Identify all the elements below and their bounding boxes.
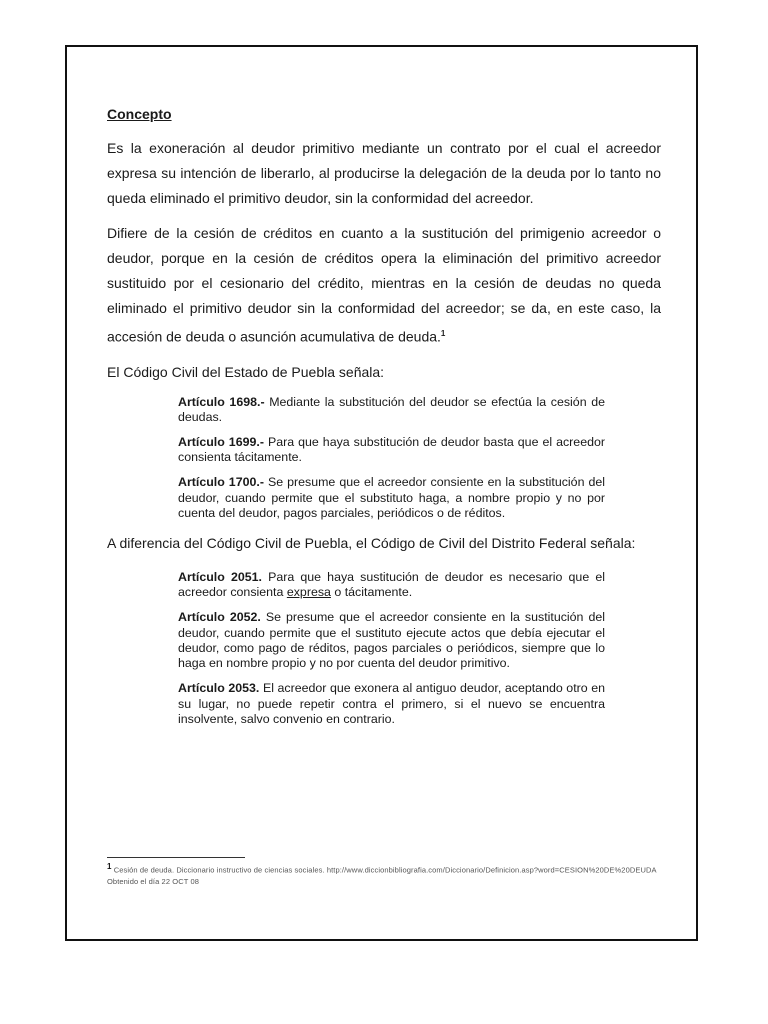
article-2053 — [178, 681, 605, 727]
article-label: Artículo 1699.- — [178, 435, 264, 450]
article-text: Mediante la substitución del deudor se efectúa la cesión de deudas. — [178, 394, 605, 424]
footnote-reference[interactable]: 1 — [440, 329, 446, 338]
footnote-number: 1 — [107, 862, 112, 871]
article-label: Artículo 1700.- — [178, 475, 264, 490]
article-text: Se presume que el acreedor consiente en la substitución del deudor, cuando permite que el substituto haga, a nombre propio y no por cuenta del deudor, pagos parciales, periódicos o de réditos. — [178, 475, 605, 520]
article-label: Artículo 1698.- — [178, 394, 265, 409]
paragraph-difference — [107, 221, 661, 350]
article-2051 — [178, 570, 605, 600]
article-2052 — [178, 610, 605, 671]
article-text-end: o tácitamente. — [330, 585, 413, 600]
article-label: Artículo 2053. — [178, 681, 260, 696]
paragraph-difference-text: Difiere de la cesión de créditos en cuanto a la sustitución del primigenio acreedor o deudor, porque en la cesión de créditos opera la eliminación del primitivo acreedor sustituido por el cesionario del crédito, mientras en la cesión de deudas no queda eliminado el primitivo deudor sin la conformidad del acreedor; se da, en este caso, la accesión de deuda o asunción acumulativa de deuda. — [107, 225, 661, 345]
footnote-text[interactable]: Cesión de deuda. Diccionario instructivo de ciencias sociales. http://www.diccionbibliografia.com/Diccionario/Definicion.asp?word=CESION%20DE%20DEUDA Obtenido el día 22 OCT 08 — [107, 865, 657, 886]
paragraph-definition — [107, 136, 661, 211]
document-body — [107, 104, 661, 737]
underlined-word: expresa — [286, 585, 331, 600]
article-1698 — [178, 395, 605, 425]
footnote-separator — [107, 857, 245, 858]
article-label: Artículo 2052. — [178, 610, 261, 625]
df-intro: A diferencia del Código Civil de Puebla, el Código de Civil del Distrito Federal señala: — [107, 535, 636, 552]
paragraph-definition-text: Es la exoneración al deudor primitivo mediante un contrato por el cual el acreedor expresa su intención de liberarlo, al producirse la delegación de la deuda por lo tanto no queda eliminado el primitivo deudor, sin la conformidad del acreedor. — [107, 140, 661, 206]
article-text: Se presume que el acreedor consiente en la sustitución del deudor, cuando permite que el sustituto ejecute actos que debía ejecutar el deudor, como pago de réditos, pagos parciales o periódicos, siempre que lo haga en nombre propio y no por cuenta del deudor primitivo. — [178, 610, 605, 671]
footnote — [107, 861, 667, 887]
article-text: Para que haya sustitución de deudor es necesario que el acreedor consienta — [178, 570, 605, 600]
df-articles — [178, 570, 605, 727]
article-text: El acreedor que exonera al antiguo deudor, aceptando otro en su lugar, no puede repetir contra el primero, si el nuevo se encuentra insolvente, salvo convenio en contrario. — [178, 681, 605, 726]
article-1699 — [178, 435, 605, 465]
article-text: Para que haya substitución de deudor basta que el acreedor consienta tácitamente. — [178, 435, 606, 465]
section-heading: Concepto — [107, 106, 172, 122]
puebla-intro: El Código Civil del Estado de Puebla señala: — [107, 363, 385, 380]
article-1700 — [178, 475, 605, 521]
puebla-articles — [178, 395, 605, 521]
article-label: Artículo 2051. — [178, 570, 262, 585]
